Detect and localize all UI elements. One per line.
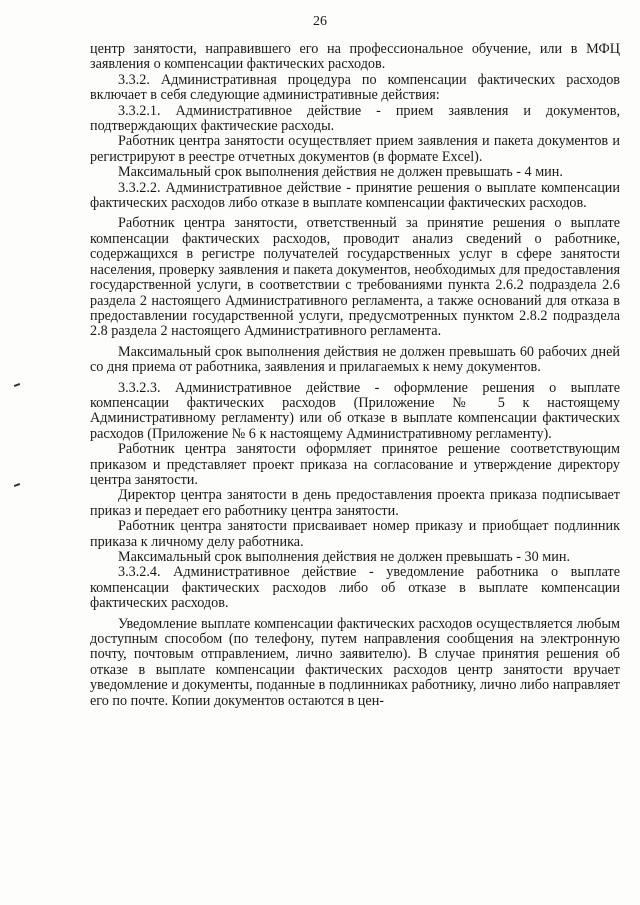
page-number: 26 bbox=[313, 14, 327, 29]
paragraph: Уведомление выплате компенсации фактических расходов осуществляется любым доступным способом (по телефону, путем направления сообщения на электронную почту, почтовым отправлением, лично заявителю). В случае принятия решения об отказе в выплате компенсации фактических расходов центр занятости вручает уведомление и документы, поданные в подлинниках работнику, лично либо направляет его по почте. Копии документов остаются в цен- bbox=[90, 615, 620, 709]
paragraph: 3.3.2.1. Административное действие - прием заявления и документов, подтверждающих фактические расходы. bbox=[90, 102, 620, 135]
paragraph: Работник центра занятости осуществляет прием заявления и пакета документов и регистрируют в реестре отчетных документов (в формате Excel). bbox=[90, 133, 620, 165]
paragraph: Максимальный срок выполнения действия не должен превышать - 30 мин. bbox=[118, 549, 571, 565]
paragraph: Работник центра занятости оформляет принятое решение соответствующим приказом и представляет проект приказа на согласование и утверждение директору центра занятости. bbox=[90, 441, 620, 488]
paragraph: 3.3.2.2. Административное действие - принятие решения о выплате компенсации фактических расходов либо отказе в выплате компенсации фактических расходов. bbox=[90, 179, 620, 212]
paragraph: Максимальный срок выполнения действия не должен превышать - 4 мин. bbox=[118, 164, 563, 181]
paragraph: центр занятости, направившего его на профессиональное обучение, или в МФЦ заявления о компенсации фактических расходов. bbox=[90, 41, 620, 73]
scan-mark bbox=[14, 483, 20, 487]
paragraph: 3.3.2.4. Административное действие - уведомление работника о выплате компенсации фактических расходов либо об отказе в выплате компенсации фактических расходов. bbox=[90, 564, 620, 612]
paragraph: 3.3.2. Административная процедура по компенсации фактических расходов включает в себя следующие административные действия: bbox=[90, 71, 620, 104]
scan-mark bbox=[14, 383, 20, 387]
paragraph: Директор центра занятости в день предоставления проекта приказа подписывает приказ и передает его работнику центра занятости. bbox=[90, 487, 620, 519]
paragraph: Работник центра занятости присваивает номер приказу и приобщает подлинник приказа к личному делу работника. bbox=[90, 518, 620, 550]
document-body bbox=[90, 42, 620, 709]
paragraph: Работник центра занятости, ответственный за принятие решения о выплате компенсации фактических расходов, проводит анализ сведений о работнике, содержащихся в регистре получателей государственных услуг в сфере занятости населения, проверку заявления и пакета документов, необходимых для предоставления государственной услуги, в соответствии с требованиями пункта 2.6.2 подраздела 2.6 раздела 2 настоящего Административного регламента, а также оснований для отказа в предоставлении государственной услуги, предусмотренных пунктом 2.8.2 подраздела 2.8 раздела 2 настоящего Административного регламента. bbox=[90, 215, 620, 340]
paragraph: Максимальный срок выполнения действия не должен превышать 60 рабочих дней со дня приема от работника, заявления и прилагаемых к нему документов. bbox=[90, 343, 620, 376]
paragraph: 3.3.2.3. Административное действие - оформление решения о выплате компенсации фактических расходов (Приложение № 5 к настоящему Административному регламенту) или об отказе в выплате компенсации фактических расходов (Приложение № 6 к настоящему Административному регламенту). bbox=[90, 379, 620, 442]
